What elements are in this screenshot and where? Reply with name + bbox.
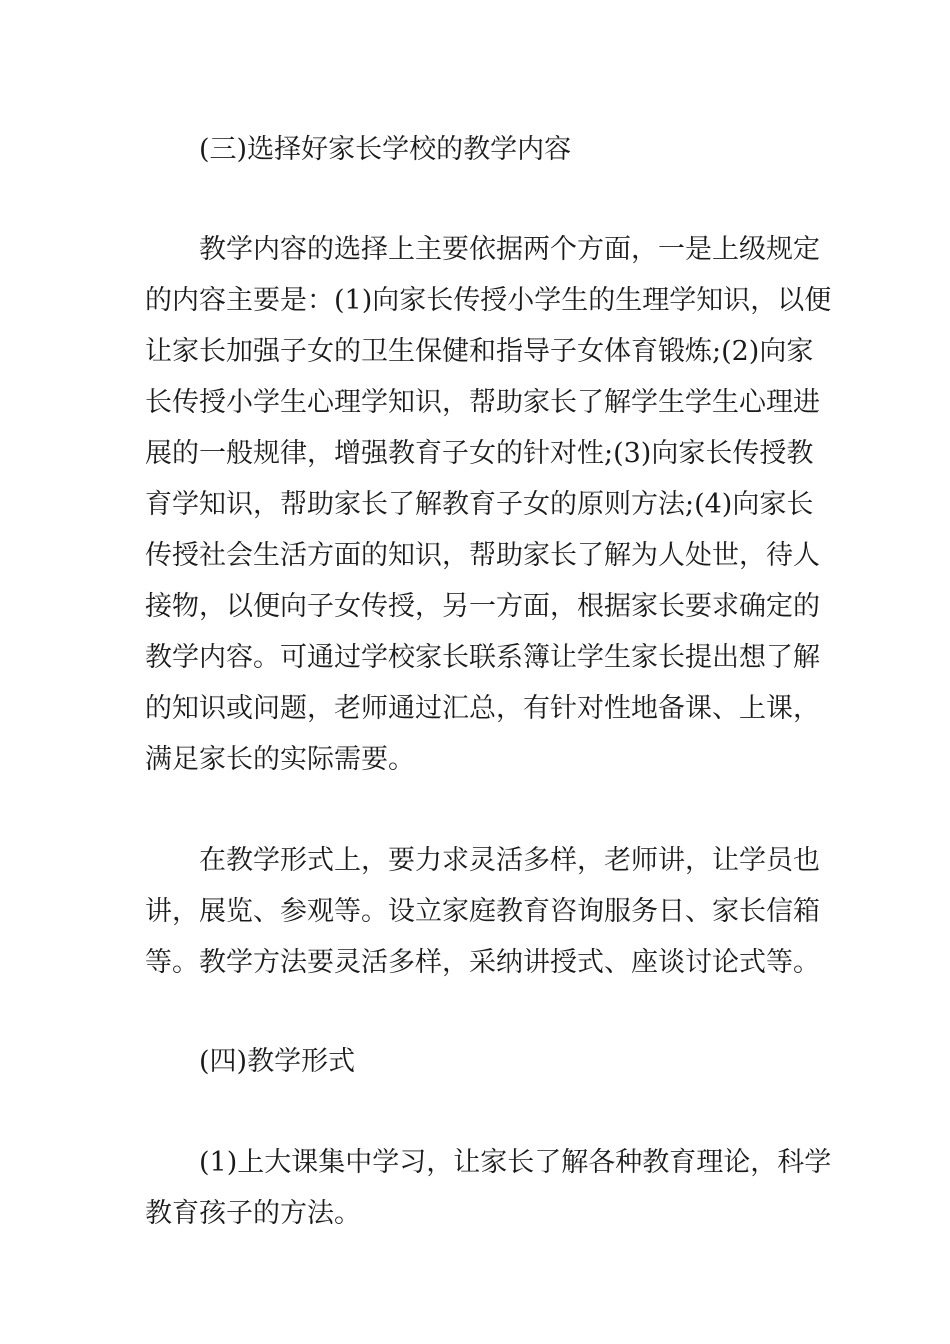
paragraph-line: 等。教学方法要灵活多样，采纳讲授式、座谈讨论式等。	[145, 947, 820, 978]
paragraph-line: 长传授小学生心理学知识，帮助家长了解学生学生心理进	[145, 387, 820, 418]
paragraph-line: 的知识或问题，老师通过汇总，有针对性地备课、上课，	[145, 693, 820, 724]
paragraph-line: 育学知识，帮助家长了解教育子女的原则方法;(4)向家长	[145, 489, 814, 520]
paragraph-line: 让家长加强子女的卫生保健和指导子女体育锻炼;(2)向家	[145, 336, 814, 367]
paragraph-line: (1)上大课集中学习，让家长了解各种教育理论，科学	[199, 1147, 832, 1178]
paragraph-line: 教学内容。可通过学校家长联系簿让学生家长提出想了解	[145, 642, 820, 673]
paragraph-line: 的内容主要是：(1)向家长传授小学生的生理学知识，以便	[145, 285, 832, 316]
paragraph-line: 满足家长的实际需要。	[145, 744, 415, 775]
paragraph-line: 教育孩子的方法。	[145, 1198, 361, 1229]
paragraph-line: 教学内容的选择上主要依据两个方面，一是上级规定	[199, 234, 820, 265]
section-heading-3: (三)选择好家长学校的教学内容	[199, 134, 572, 165]
paragraph-line: 接物，以便向子女传授，另一方面，根据家长要求确定的	[145, 591, 820, 622]
paragraph-line: 展的一般规律，增强教育子女的针对性;(3)向家长传授教	[145, 438, 814, 469]
paragraph-line: 传授社会生活方面的知识，帮助家长了解为人处世，待人	[145, 540, 820, 571]
paragraph-line: 讲，展览、参观等。设立家庭教育咨询服务日、家长信箱	[145, 896, 820, 927]
section-heading-4: (四)教学形式	[199, 1046, 356, 1077]
paragraph-line: 在教学形式上，要力求灵活多样，老师讲，让学员也	[199, 845, 820, 876]
